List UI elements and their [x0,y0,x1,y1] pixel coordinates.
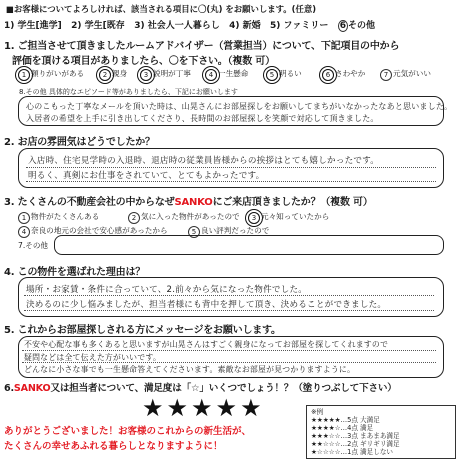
q1-option[interactable]: 3 説明が丁寧 [140,68,191,81]
q1-option[interactable]: 6 さわやか [322,68,365,81]
star-rating[interactable]: ★★★★★ [142,394,265,422]
q3-option[interactable]: 3 元々知っていたから [248,211,329,224]
q1-option-number: 5 [266,69,278,81]
q1-option-number: 3 [140,69,152,81]
q1-option[interactable]: 2 親身 [99,68,127,81]
profile-option[interactable]: 1) 学生[進学] [4,21,62,31]
legend-row: ★★★★★…5点 大満足 [311,416,380,424]
q5-underline [22,362,436,363]
profile-options [4,18,375,32]
rating-legend [306,405,456,459]
question-1-title: 1. ご担当させて頂きましたルームアドバイザー（営業担当）について、下記項目の中から [4,41,400,52]
legend-row: ★★★☆☆…3点 まあまあ満足 [311,432,400,440]
q5-answer-line: 疑問などは全て伝えた方がいいです。 [24,353,161,362]
profile-option-other[interactable]: その他 [348,21,376,31]
legend-row: ★★☆☆☆…2点 ギリギリ満足 [311,440,400,448]
q3-option[interactable]: 4 奈良の地元の会社で安心感があったから [18,225,168,238]
q1-option-number: 7 [380,69,392,81]
q2-answer-line: 明るく、真剣にお仕事をされていて、とてもよかったです。 [28,171,265,181]
q1-option[interactable]: 7 元気がいい [380,68,431,81]
q4-underline [24,310,434,311]
legend-row: ★★★★☆…4点 満足 [311,424,374,432]
q1-option[interactable]: 1 頼りがいがある [18,68,84,81]
q1-option[interactable]: 5 明るい [266,68,302,81]
profile-option[interactable]: 5) ファミリー [270,21,329,31]
q4-answer-line: 場所・お家賃・条件に合っていて、2.前々から気になった物件でした。 [26,285,308,295]
q4-underline [24,295,434,296]
q3-option[interactable]: 1 物件がたくさんある [18,211,99,224]
profile-option-selected[interactable]: 6 [339,21,347,31]
legend-head: ※例 [311,408,324,416]
q1-option-number: 2 [99,69,111,81]
sanko-brand: SANKO [174,197,213,208]
q1-option-number: 6 [322,69,334,81]
q1-option[interactable]: 4 一生懸命 [205,68,248,81]
q4-answer-line: 決めるのに少し悩みましたが、担当者様にも背中を押して頂き、決めることができました。 [26,300,387,310]
q1-answer-line: 心のこもった丁寧なメールを頂いた時は、山晃さんにお部屋探しをお願いしてまちがいなかったなあと思いました。 [26,102,453,111]
q3-other-label: 7.その他 [18,241,49,250]
question-3-title: 3. たくさんの不動産会社の中からなぜSANKOにご来店頂きましたか？（複数 可） [4,197,373,208]
sanko-brand: SANKO [13,383,51,394]
profile-option[interactable]: 3) 社会人一人暮らし [134,21,220,31]
question-6-title: 6.SANKO又は担当者について、満足度は「☆」いくつでしょう！？（塗りつぶして下さい） [4,383,397,394]
q3-other-box[interactable] [54,235,444,255]
q2-underline [26,181,436,182]
q1-option-number: 4 [205,69,217,81]
q2-underline [26,167,436,168]
profile-option[interactable]: 4) 新婚 [229,21,261,31]
q3-option[interactable]: 5 良い評判だったので [188,225,269,238]
thanks-line: ありがとうございました！お客様のこれからの新生活が、 [4,426,252,437]
q1-answer-line: 入居者の希望を上手に引き出してくださり、長時間のお部屋探しを笑顔で対応して頂きました。 [26,114,379,123]
question-1-subtitle: 評価を頂ける項目がありましたら、〇を下さい。（複数 可） [12,56,275,67]
q2-answer-line: 入店時、住宅見学時の入退時、退店時の従業員皆様からの挨拶はとても嬉しかったです。 [28,156,380,166]
q1-other-label: 8.その他 具体的なエピソード等がありましたら、下記にお願いします [19,88,238,96]
question-5-title: 5. これからお部屋探しされる方にメッセージをお願いします。 [4,325,281,336]
q3-option[interactable]: 2 気に入った物件があったので [128,211,240,224]
thanks-line: たくさんの幸せあふれる暮らしとなりますように！ [4,441,223,452]
legend-row: ★☆☆☆☆…1点 満足しない [311,448,394,456]
q5-underline [22,350,436,351]
question-4-title: 4. この物件を選ばれた理由は？ [4,267,146,278]
q1-option-number: 1 [18,69,30,81]
q5-answer-line: 不安や心配な事も多くあると思いますが山晃さんはすごく親身になってお部屋を探してくれますので [24,340,389,349]
intro-text: ■お客様についてよろしければ、該当される項目に〇(丸) をお願いします。(任意) [6,4,317,14]
question-2-title: 2. お店の雰囲気はどうでしたか？ [4,137,155,148]
q5-answer-line: どんなに小さな事でも一生懸命答えてくださいます。素敵なお部屋が見つかりますように。 [24,365,356,374]
profile-option[interactable]: 2) 学生[既存 [71,21,125,31]
